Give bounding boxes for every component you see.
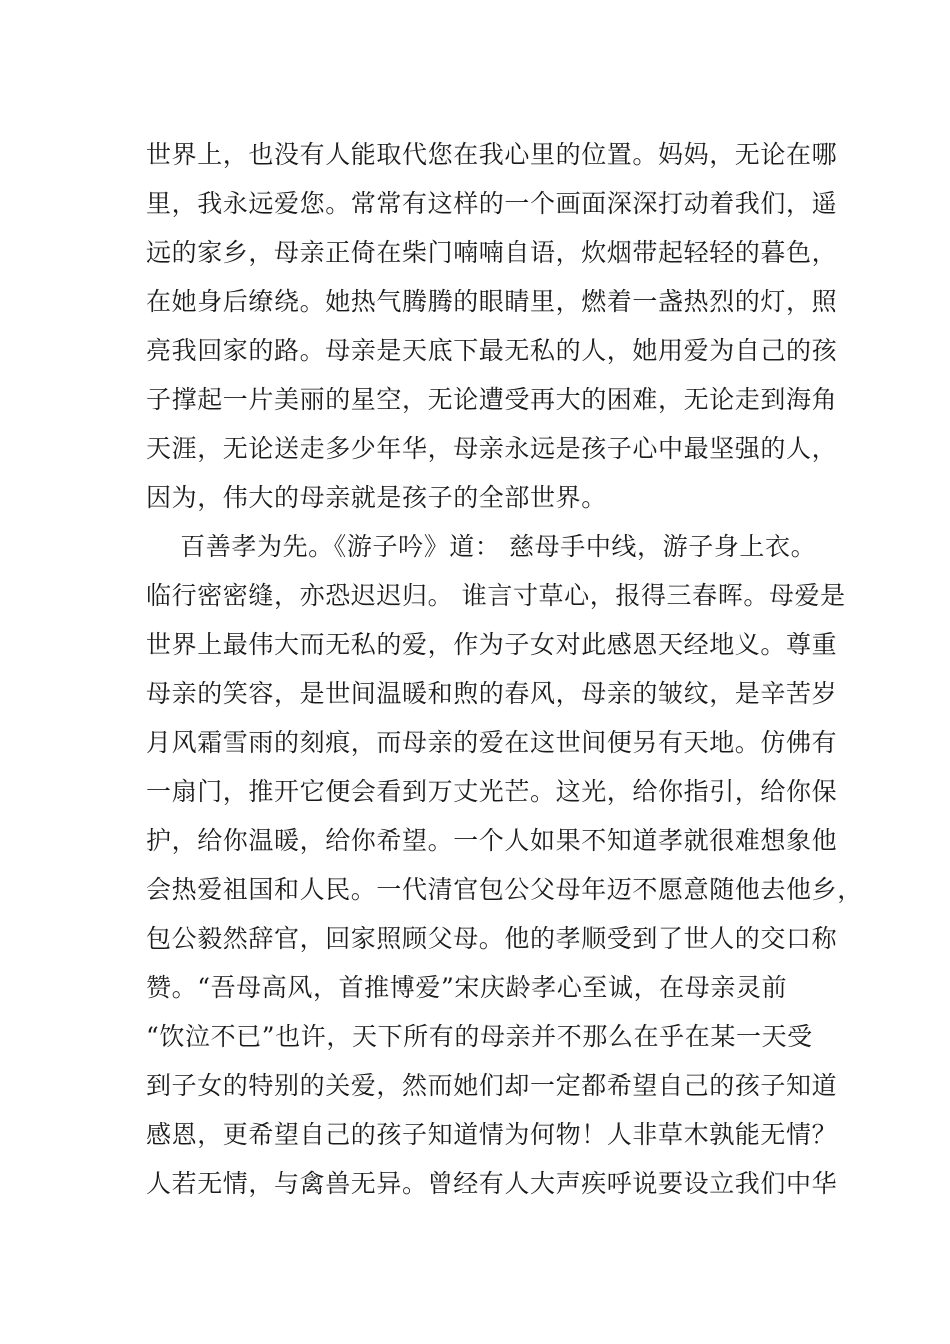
body-text — [146, 130, 863, 1208]
text-line: 赞。“吾母高风，首推博爱”宋庆龄孝心至诚，在母亲灵前 — [146, 973, 788, 1002]
text-line: 到子女的特别的关爱，然而她们却一定都希望自己的孩子知道 — [146, 1071, 838, 1100]
text-line: 月风霜雪雨的刻痕，而母亲的爱在这世间便另有天地。仿佛有 — [146, 728, 838, 757]
text-line: 远的家乡，母亲正倚在柴门喃喃自语，炊烟带起轻轻的暮色， — [146, 238, 838, 267]
text-line: 人若无情，与禽兽无异。曾经有人大声疾呼说要设立我们中华 — [146, 1169, 838, 1198]
text-line: 一扇门，推开它便会看到万丈光芒。这光，给你指引，给你保 — [146, 777, 838, 806]
text-line: 里，我永远爱您。常常有这样的一个画面深深打动着我们，遥 — [146, 189, 838, 218]
text-line: 感恩，更希望自己的孩子知道情为何物！人非草木孰能无情？ — [146, 1120, 838, 1149]
text-line: 亮我回家的路。母亲是天底下最无私的人，她用爱为自己的孩 — [146, 336, 838, 365]
text-line: 护，给你温暖，给你希望。一个人如果不知道孝就很难想象他 — [146, 826, 838, 855]
text-line: 母亲的笑容，是世间温暖和煦的春风，母亲的皱纹，是辛苦岁 — [146, 679, 838, 708]
text-line: 会热爱祖国和人民。一代清官包公父母年迈不愿意随他去他乡， — [146, 875, 863, 904]
text-line: 包公毅然辞官，回家照顾父母。他的孝顺受到了世人的交口称 — [146, 924, 838, 953]
text-line: 因为，伟大的母亲就是孩子的全部世界。 — [146, 483, 607, 512]
text-line: 子撑起一片美丽的星空，无论遭受再大的困难，无论走到海角 — [146, 385, 838, 414]
text-line: “饮泣不已”也许，天下所有的母亲并不那么在乎在某一天受 — [146, 1022, 813, 1051]
text-line: 世界上，也没有人能取代您在我心里的位置。妈妈，无论在哪 — [146, 140, 838, 169]
text-line: 临行密密缝，亦恐迟迟归。 谁言寸草心，报得三春晖。母爱是 — [146, 581, 846, 610]
paragraph-start-line: 百善孝为先。《游子吟》道： 慈母手中线，游子身上衣。 — [146, 532, 817, 561]
text-line: 天涯，无论送走多少年华，母亲永远是孩子心中最坚强的人， — [146, 434, 838, 463]
text-line: 世界上最伟大而无私的爱，作为子女对此感恩天经地义。尊重 — [146, 630, 838, 659]
text-line: 在她身后缭绕。她热气腾腾的眼睛里，燃着一盏热烈的灯，照 — [146, 287, 838, 316]
